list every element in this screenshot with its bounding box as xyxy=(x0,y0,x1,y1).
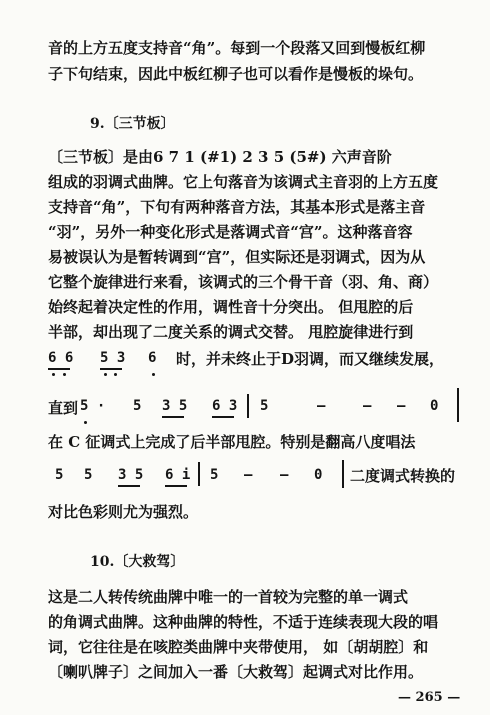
underline-mark xyxy=(118,485,140,487)
notation-text: 时，并未终止于D羽调，而又继续发展， xyxy=(176,350,445,368)
bar-line xyxy=(457,388,459,422)
text-line: 对比色彩则尤为强烈。 xyxy=(48,503,199,521)
note-group: 6 3 xyxy=(212,398,238,414)
note-group: 5 xyxy=(55,467,64,483)
text-line: 〔三节板〕是由6 7 1 (#1) 2 3 5 (5#) 六声音阶 xyxy=(48,148,392,166)
lower-dot xyxy=(84,421,87,424)
note-group: 5 xyxy=(210,467,219,483)
note-group: — xyxy=(280,467,289,483)
underline-mark xyxy=(162,416,184,418)
note-group: 6 6 xyxy=(48,350,74,366)
note-group: 0 xyxy=(314,467,323,483)
note-group: 3 5 xyxy=(162,398,188,414)
note-group: 6 xyxy=(148,350,157,366)
underline-mark xyxy=(48,368,70,370)
text-line: 始终起着决定性的作用，调性音十分突出。 但甩腔的后 xyxy=(48,298,414,316)
text-line: 的角调式曲牌。这种曲牌的特性，不适于连续表现大段的唱 xyxy=(48,613,439,631)
note-group: 5 xyxy=(260,398,269,414)
text-line: “羽”，另外一种变化形式是落调式音“宫”。这种落音容 xyxy=(48,223,413,241)
lower-dot xyxy=(104,373,107,376)
text-line: 词，它往往是在咳腔类曲牌中夹带使用， 如〔胡胡腔〕和 xyxy=(48,638,429,656)
bar-line xyxy=(342,460,344,488)
note-group: 5 · xyxy=(80,398,106,414)
text-line: 子下句结束，因此中板红柳子也可以看作是慢板的垛句。 xyxy=(48,65,424,83)
lower-dot xyxy=(52,373,55,376)
lower-dot xyxy=(114,373,117,376)
note-group: 5 xyxy=(133,398,142,414)
note-group: 3 5 xyxy=(118,467,144,483)
lower-dot xyxy=(152,373,155,376)
note-group: — xyxy=(317,398,326,414)
note-group: 0 xyxy=(430,398,439,414)
text-line: 这是二人转传统曲牌中唯一的一首较为完整的单一调式 xyxy=(48,588,409,606)
text-line: 组成的羽调式曲牌。它上句落音为该调式主音羽的上方五度 xyxy=(48,173,439,191)
underline-mark xyxy=(165,485,187,487)
section-heading: 9.〔三节板〕 xyxy=(90,116,175,132)
text-line: 半部，却出现了二度关系的调式交替。 甩腔旋律进行到 xyxy=(48,323,414,341)
underline-mark xyxy=(100,368,122,370)
note-group: 6 i xyxy=(165,467,191,483)
bar-line xyxy=(247,394,249,418)
note-group: 5 3 xyxy=(100,350,126,366)
note-group: — xyxy=(363,398,372,414)
notation-text: 二度调式转换的 xyxy=(350,467,456,485)
note-group: 5 xyxy=(84,467,93,483)
text-line: 在 C 征调式上完成了后半部甩腔。特别是翻高八度唱法 xyxy=(48,433,416,451)
text-line: 支持音“角”，下句有两种落音方法，其基本形式是落主音 xyxy=(48,198,426,216)
section-heading: 10.〔大救驾〕 xyxy=(90,554,185,570)
text-line: 易被误认为是暂转调到“宫”，但实际还是羽调式，因为从 xyxy=(48,248,426,266)
lower-dot xyxy=(63,373,66,376)
text-line: 〔喇叭牌子〕之间加入一番〔大救驾〕起调式对比作用。 xyxy=(48,663,424,681)
text-line: 音的上方五度支持音“角”。每到一个段落又回到慢板红柳 xyxy=(48,39,426,57)
bar-line xyxy=(198,462,200,486)
note-group: — xyxy=(244,467,253,483)
underline-mark xyxy=(212,416,234,418)
note-group: — xyxy=(397,398,406,414)
notation-prefix: 直到 xyxy=(48,399,79,417)
page-number: — 265 — xyxy=(398,690,461,705)
text-line: 它整个旋律进行来看，该调式的三个骨干音（羽、角、商） xyxy=(48,273,439,291)
